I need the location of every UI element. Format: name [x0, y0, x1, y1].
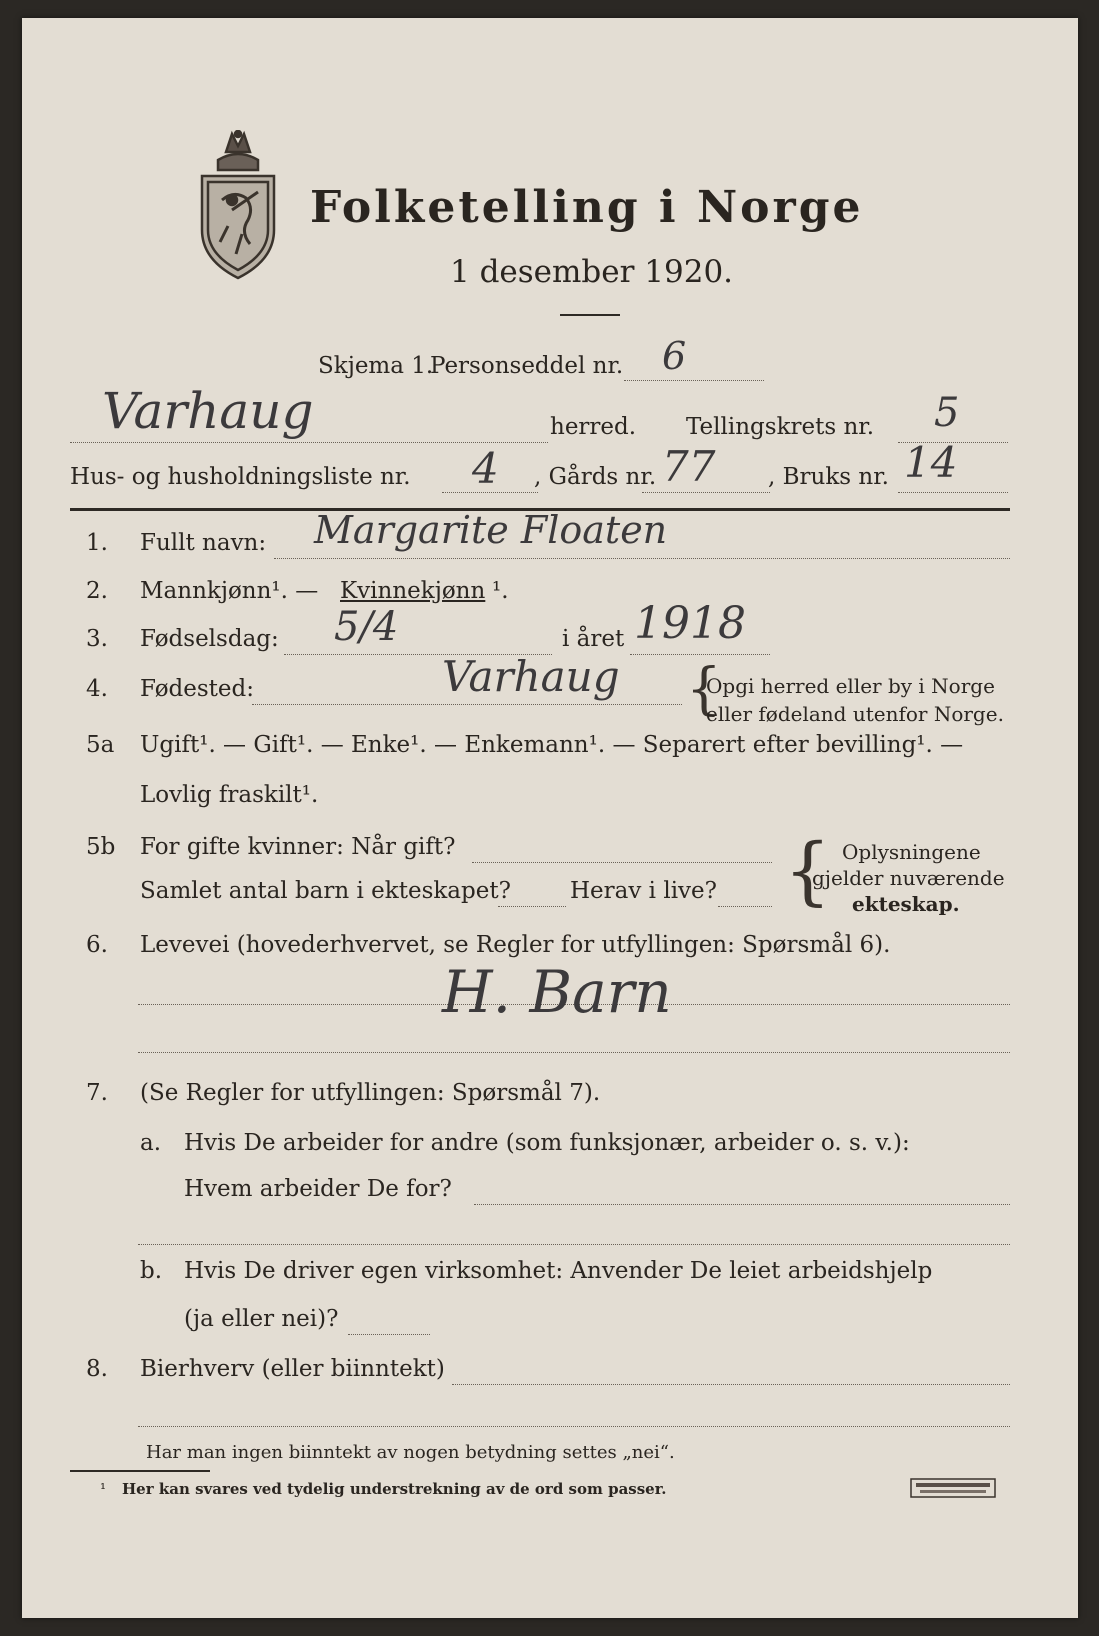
- q5b-alive-label: Herav i live?: [570, 878, 717, 904]
- q7a-employer-label: Hvem arbeider De for?: [184, 1176, 452, 1202]
- q3-birth-year[interactable]: 1918: [634, 598, 746, 649]
- q6-number: 6.: [86, 932, 108, 958]
- q8-label: Bierhverv (eller biinntekt): [140, 1356, 445, 1382]
- gards-line: [642, 492, 770, 493]
- q4-note-2: eller fødeland utenfor Norge.: [706, 702, 1004, 726]
- herred-line: [70, 442, 548, 443]
- q5b-alive-line: [718, 906, 772, 907]
- personseddel-label: Personseddel nr.: [430, 353, 624, 379]
- q7b-question: Hvis De driver egen virksomhet: Anvender De leiet arbeidshjelp: [184, 1258, 933, 1284]
- q5b-note-3: ekteskap.: [852, 892, 960, 916]
- bruks-value[interactable]: 14: [904, 438, 958, 487]
- q2-male-option[interactable]: Mannkjønn¹. —: [140, 578, 319, 604]
- q5b-married-line: [472, 862, 772, 863]
- bruks-label: , Bruks nr.: [768, 464, 889, 490]
- personseddel-value[interactable]: 6: [662, 334, 687, 378]
- skjema-label: Skjema 1.: [318, 353, 434, 379]
- gards-value[interactable]: 77: [662, 442, 716, 491]
- footnote-mark: ¹: [100, 1480, 107, 1498]
- printer-stamp-icon: [910, 1478, 996, 1498]
- q5b-note-2: gjelder nuværende: [812, 866, 1005, 890]
- q5a-number: 5a: [86, 732, 115, 758]
- gards-label: , Gårds nr.: [534, 464, 657, 490]
- q7b-answer-label: (ja eller nei)?: [184, 1306, 339, 1332]
- q8-line-1: [452, 1384, 1010, 1385]
- q5b-number: 5b: [86, 834, 116, 860]
- title-divider: [560, 314, 620, 316]
- q7a-extra-line: [138, 1244, 1010, 1245]
- q2-female-option[interactable]: Kvinnekjønn: [340, 578, 486, 604]
- q4-note-1: Opgi herred eller by i Norge: [706, 674, 995, 698]
- census-date: 1 desember 1920.: [450, 254, 734, 290]
- q8-note: Har man ingen biinntekt av nogen betydning settes „nei“.: [146, 1442, 675, 1463]
- q5b-note-1: Oplysningene: [842, 840, 981, 864]
- q5a-options-2[interactable]: Lovlig fraskilt¹.: [140, 782, 319, 808]
- bruks-line: [898, 492, 1008, 493]
- q5b-brace: {: [784, 828, 832, 914]
- husliste-value[interactable]: 4: [472, 444, 499, 493]
- q3-year-line: [630, 654, 770, 655]
- footnote-rule: [70, 1470, 210, 1472]
- q5b-married-label: For gifte kvinner: Når gift?: [140, 834, 456, 860]
- personseddel-line: [624, 380, 764, 381]
- q4-brace: {: [686, 657, 722, 722]
- q1-full-name[interactable]: Margarite Floaten: [314, 508, 668, 552]
- q3-number: 3.: [86, 626, 108, 652]
- q6-line-2: [138, 1052, 1010, 1053]
- q4-line: [252, 704, 682, 705]
- q2-number: 2.: [86, 578, 108, 604]
- q3-birthday[interactable]: 5/4: [334, 604, 399, 650]
- q2-footmark: ¹.: [492, 578, 509, 604]
- coat-of-arms-icon: [192, 130, 284, 280]
- herred-label: herred.: [550, 414, 637, 440]
- q3-year-label: i året: [562, 626, 625, 652]
- census-form: [22, 18, 1078, 1618]
- q7a-number: a.: [140, 1130, 162, 1156]
- q5a-options[interactable]: Ugift¹. — Gift¹. — Enke¹. — Enkemann¹. — Separert efter bevilling¹. —: [140, 732, 964, 758]
- q7a-employer-line: [474, 1204, 1010, 1205]
- q8-line-2: [138, 1426, 1010, 1427]
- tellingskrets-value[interactable]: 5: [934, 390, 960, 436]
- q7a-question: Hvis De arbeider for andre (som funksjonær, arbeider o. s. v.):: [184, 1130, 910, 1156]
- tellingskrets-label: Tellingskrets nr.: [686, 414, 875, 440]
- q4-birthplace[interactable]: Varhaug: [442, 652, 620, 701]
- form-title: Folketelling i Norge: [310, 182, 864, 233]
- q1-number: 1.: [86, 530, 108, 556]
- q7-label: (Se Regler for utfyllingen: Spørsmål 7).: [140, 1080, 601, 1106]
- q4-number: 4.: [86, 676, 108, 702]
- q5b-children-line: [498, 906, 566, 907]
- q1-line: [274, 558, 1010, 559]
- q7-number: 7.: [86, 1080, 108, 1106]
- q4-label: Fødested:: [140, 676, 255, 702]
- q6-label: Levevei (hovederhvervet, se Regler for utfyllingen: Spørsmål 6).: [140, 932, 891, 958]
- q7b-number: b.: [140, 1258, 163, 1284]
- q5b-children-label: Samlet antal barn i ekteskapet?: [140, 878, 511, 904]
- husliste-label: Hus- og husholdningsliste nr.: [70, 464, 411, 490]
- q1-label: Fullt navn:: [140, 530, 267, 556]
- footnote-text: Her kan svares ved tydelig understrekning av de ord som passer.: [122, 1480, 667, 1498]
- q3-label: Fødselsdag:: [140, 626, 279, 652]
- q6-occupation[interactable]: H. Barn: [442, 958, 672, 1026]
- q8-number: 8.: [86, 1356, 108, 1382]
- herred-value[interactable]: Varhaug: [102, 382, 314, 440]
- q7b-answer-line: [348, 1334, 430, 1335]
